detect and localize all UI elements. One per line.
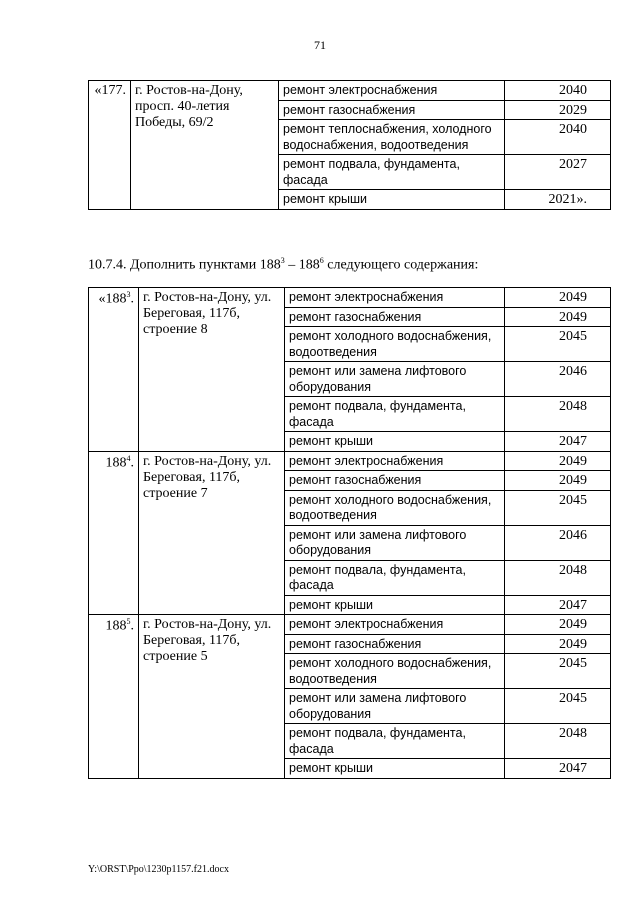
work-type-cell: ремонт газоснабжения	[285, 634, 505, 654]
address-cell: г. Ростов-на-Дону, просп. 40-летия Победы, 69/2	[131, 81, 279, 210]
year-cell: 2048	[505, 397, 611, 432]
year-cell: 2040	[505, 81, 611, 101]
address-cell: г. Ростов-на-Дону, ул. Береговая, 117б, строение 8	[139, 288, 285, 452]
work-type-cell: ремонт электроснабжения	[285, 451, 505, 471]
item-number-superscript: 3	[126, 290, 131, 299]
work-type-cell: ремонт подвала, фундамента, фасада	[279, 155, 505, 190]
item-number-prefix: «	[94, 83, 102, 98]
item-number: 177.	[101, 83, 126, 98]
year-cell: 2048	[505, 724, 611, 759]
year-cell: 2029	[505, 100, 611, 120]
year-cell: 2049	[505, 615, 611, 635]
address-cell: г. Ростов-на-Дону, ул. Береговая, 117б, строение 7	[139, 451, 285, 615]
year-cell: 2045	[505, 689, 611, 724]
work-type-cell: ремонт электроснабжения	[285, 615, 505, 635]
year-cell: 2027	[505, 155, 611, 190]
work-type-cell: ремонт газоснабжения	[285, 471, 505, 491]
item-number-superscript: 4	[126, 453, 131, 463]
work-type-cell: ремонт электроснабжения	[279, 81, 505, 101]
work-type-cell: ремонт холодного водоснабжения, водоотведения	[285, 654, 505, 689]
work-type-cell: ремонт крыши	[285, 595, 505, 615]
work-type-cell: ремонт электроснабжения	[285, 288, 505, 308]
file-path-footer: Y:\ORST\Ppo\1230p1157.f21.docx	[88, 864, 229, 875]
amendment-subheading: 10.7.4. Дополнить пунктами $188^3 - 188^6$ следующего содержания:	[88, 256, 479, 273]
year-cell: 2021».	[505, 190, 611, 210]
item-number-cell	[89, 288, 139, 452]
work-type-cell: ремонт подвала, фундамента, фасада	[285, 560, 505, 595]
item-number: 188	[105, 618, 127, 634]
work-type-cell: ремонт холодного водоснабжения, водоотведения	[285, 327, 505, 362]
table-items-188	[88, 287, 611, 779]
item-number-prefix: «	[98, 291, 106, 307]
work-type-cell: ремонт крыши	[285, 759, 505, 779]
item-number-suffix: .	[130, 618, 134, 634]
item-number: 188	[105, 455, 127, 471]
work-type-cell: ремонт подвала, фундамента, фасада	[285, 397, 505, 432]
page-number: 71	[314, 38, 326, 52]
year-cell: 2045	[505, 654, 611, 689]
work-type-cell: ремонт или замена лифтового оборудования	[285, 525, 505, 560]
item-number: 188	[105, 291, 127, 307]
item-number-cell	[89, 615, 139, 779]
year-cell: 2049	[505, 288, 611, 308]
table-row	[89, 615, 611, 635]
year-cell: 2047	[505, 595, 611, 615]
year-cell: 2040	[505, 120, 611, 155]
work-type-cell: ремонт или замена лифтового оборудования	[285, 362, 505, 397]
year-cell: 2046	[505, 525, 611, 560]
table-row	[89, 81, 611, 101]
table-item-177	[88, 80, 611, 210]
address-cell: г. Ростов-на-Дону, ул. Береговая, 117б, строение 5	[139, 615, 285, 779]
work-type-cell: ремонт холодного водоснабжения, водоотведения	[285, 490, 505, 525]
item-number-cell	[89, 81, 131, 210]
year-cell: 2045	[505, 327, 611, 362]
work-type-cell: ремонт подвала, фундамента, фасада	[285, 724, 505, 759]
table-row	[89, 288, 611, 308]
year-cell: 2049	[505, 471, 611, 491]
year-cell: 2049	[505, 634, 611, 654]
work-type-cell: ремонт газоснабжения	[285, 307, 505, 327]
item-number-superscript: 5	[126, 617, 131, 626]
year-cell: 2049	[505, 307, 611, 327]
item-number-suffix: .	[130, 455, 134, 471]
year-cell: 2046	[505, 362, 611, 397]
work-type-cell: ремонт или замена лифтового оборудования	[285, 689, 505, 724]
work-type-cell: ремонт теплоснабжения, холодного водоснабжения, водоотведения	[279, 120, 505, 155]
year-cell: 2048	[505, 560, 611, 595]
year-cell: 2047	[505, 759, 611, 779]
year-cell: 2047	[505, 432, 611, 452]
work-type-cell: ремонт крыши	[285, 432, 505, 452]
work-type-cell: ремонт крыши	[279, 190, 505, 210]
year-cell: 2045	[505, 490, 611, 525]
table-row	[89, 451, 611, 471]
year-cell: 2049	[505, 451, 611, 471]
item-number-cell	[89, 451, 139, 615]
work-type-cell: ремонт газоснабжения	[279, 100, 505, 120]
item-number-suffix: .	[130, 291, 134, 307]
